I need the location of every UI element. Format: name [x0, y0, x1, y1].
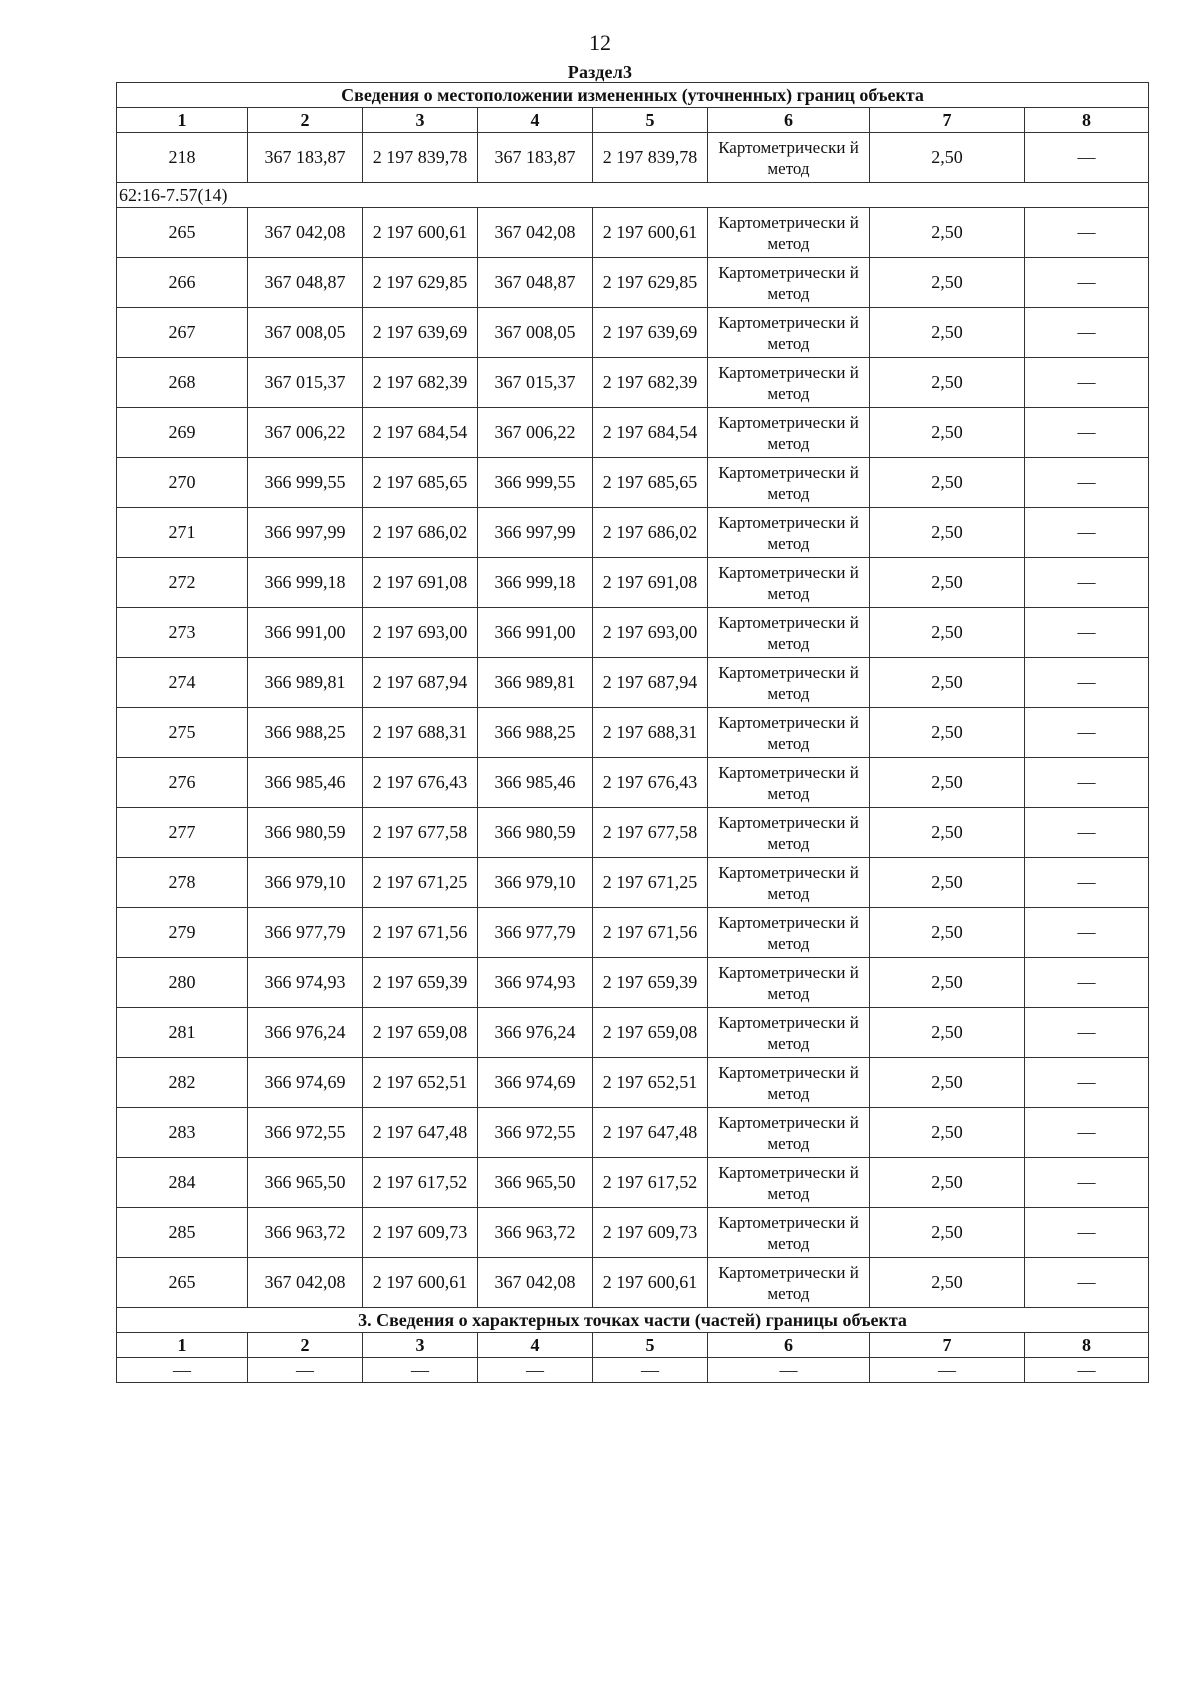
- cell-x-new: 366 989,81: [478, 658, 593, 708]
- cell-description: —: [1025, 208, 1149, 258]
- cell-x-existing: 367 008,05: [248, 308, 363, 358]
- column-number: 7: [870, 1333, 1025, 1358]
- cell-x-existing: 366 979,10: [248, 858, 363, 908]
- cell-y-new: 2 197 688,31: [593, 708, 708, 758]
- cell-accuracy: 2,50: [870, 508, 1025, 558]
- cell-method: Картометрически й метод: [708, 758, 870, 808]
- cell-point-number: 281: [117, 1008, 248, 1058]
- column-number: 6: [708, 1333, 870, 1358]
- cell-y-existing: 2 197 839,78: [363, 133, 478, 183]
- cell-accuracy: 2,50: [870, 1258, 1025, 1308]
- table-row: [117, 858, 1149, 908]
- cell-x-existing: 367 042,08: [248, 208, 363, 258]
- cell-point-number: 278: [117, 858, 248, 908]
- cell-point-number: 265: [117, 1258, 248, 1308]
- table-row: [117, 1108, 1149, 1158]
- cell-y-new: 2 197 687,94: [593, 658, 708, 708]
- table-row: [117, 508, 1149, 558]
- cell-point-number: 277: [117, 808, 248, 858]
- cell-description: —: [1025, 958, 1149, 1008]
- cell-method: Картометрически й метод: [708, 908, 870, 958]
- cell-y-new: 2 197 686,02: [593, 508, 708, 558]
- column-number: 2: [248, 1333, 363, 1358]
- cell-x-existing: 366 977,79: [248, 908, 363, 958]
- cell-method: Картометрически й метод: [708, 858, 870, 908]
- cell-description: —: [1025, 133, 1149, 183]
- cell-y-existing: 2 197 671,56: [363, 908, 478, 958]
- cell-point-number: 273: [117, 608, 248, 658]
- cell-description: —: [1025, 558, 1149, 608]
- cell-x-new: 367 042,08: [478, 1258, 593, 1308]
- cell-y-existing: 2 197 677,58: [363, 808, 478, 858]
- section3-cell: —: [363, 1358, 478, 1383]
- cell-description: —: [1025, 658, 1149, 708]
- table-row: [117, 1158, 1149, 1208]
- cell-y-new: 2 197 652,51: [593, 1058, 708, 1108]
- cell-x-existing: 366 988,25: [248, 708, 363, 758]
- table-row: [117, 608, 1149, 658]
- cell-y-existing: 2 197 600,61: [363, 1258, 478, 1308]
- cell-x-new: 367 006,22: [478, 408, 593, 458]
- column-number: 8: [1025, 108, 1149, 133]
- column-number-row: [117, 108, 1149, 133]
- cell-method: Картометрически й метод: [708, 1208, 870, 1258]
- cell-method: Картометрически й метод: [708, 708, 870, 758]
- cell-accuracy: 2,50: [870, 308, 1025, 358]
- cell-y-existing: 2 197 684,54: [363, 408, 478, 458]
- cell-x-new: 366 974,69: [478, 1058, 593, 1108]
- cell-description: —: [1025, 1158, 1149, 1208]
- table-row: [117, 958, 1149, 1008]
- cell-point-number: 267: [117, 308, 248, 358]
- cell-x-new: 366 980,59: [478, 808, 593, 858]
- cell-method: Картометрически й метод: [708, 1158, 870, 1208]
- cell-accuracy: 2,50: [870, 908, 1025, 958]
- cell-method: Картометрически й метод: [708, 308, 870, 358]
- cell-y-new: 2 197 671,56: [593, 908, 708, 958]
- cell-method: Картометрически й метод: [708, 1258, 870, 1308]
- table-row: [117, 458, 1149, 508]
- cell-y-existing: 2 197 659,39: [363, 958, 478, 1008]
- cell-y-existing: 2 197 676,43: [363, 758, 478, 808]
- cell-description: —: [1025, 1008, 1149, 1058]
- cell-accuracy: 2,50: [870, 958, 1025, 1008]
- cell-y-existing: 2 197 629,85: [363, 258, 478, 308]
- cell-x-new: 366 974,93: [478, 958, 593, 1008]
- table-row: [117, 908, 1149, 958]
- group-row: [117, 183, 1149, 208]
- cell-x-new: 366 985,46: [478, 758, 593, 808]
- cell-y-existing: 2 197 617,52: [363, 1158, 478, 1208]
- cell-y-existing: 2 197 691,08: [363, 558, 478, 608]
- cell-x-existing: 366 974,93: [248, 958, 363, 1008]
- cell-point-number: 285: [117, 1208, 248, 1258]
- cell-method: Картометрически й метод: [708, 558, 870, 608]
- cell-description: —: [1025, 608, 1149, 658]
- cell-y-new: 2 197 685,65: [593, 458, 708, 508]
- cell-x-existing: 366 963,72: [248, 1208, 363, 1258]
- cell-x-existing: 366 997,99: [248, 508, 363, 558]
- parcel-label: 62:16-7.57(14): [117, 183, 1149, 208]
- cell-y-existing: 2 197 693,00: [363, 608, 478, 658]
- cell-x-existing: 366 980,59: [248, 808, 363, 858]
- table-row: [117, 708, 1149, 758]
- column-number: 3: [363, 108, 478, 133]
- cell-method: Картометрически й метод: [708, 508, 870, 558]
- cell-y-new: 2 197 671,25: [593, 858, 708, 908]
- cell-description: —: [1025, 1108, 1149, 1158]
- cell-description: —: [1025, 908, 1149, 958]
- cell-x-existing: 367 048,87: [248, 258, 363, 308]
- table-row: [117, 258, 1149, 308]
- column-number: 5: [593, 108, 708, 133]
- cell-x-existing: 366 972,55: [248, 1108, 363, 1158]
- column-number: 2: [248, 108, 363, 133]
- cell-y-existing: 2 197 687,94: [363, 658, 478, 708]
- cell-y-new: 2 197 682,39: [593, 358, 708, 408]
- cell-method: Картометрически й метод: [708, 1008, 870, 1058]
- cell-point-number: 272: [117, 558, 248, 608]
- table-row: [117, 1008, 1149, 1058]
- cell-description: —: [1025, 1258, 1149, 1308]
- cell-accuracy: 2,50: [870, 1208, 1025, 1258]
- cell-accuracy: 2,50: [870, 358, 1025, 408]
- cell-method: Картометрически й метод: [708, 133, 870, 183]
- cell-y-new: 2 197 647,48: [593, 1108, 708, 1158]
- table-row: [117, 1258, 1149, 1308]
- cell-point-number: 218: [117, 133, 248, 183]
- section3-caption-row: [117, 1308, 1149, 1333]
- cell-accuracy: 2,50: [870, 133, 1025, 183]
- cell-x-new: 366 991,00: [478, 608, 593, 658]
- cell-x-existing: 366 985,46: [248, 758, 363, 808]
- cell-point-number: 274: [117, 658, 248, 708]
- table-caption-row: [117, 83, 1149, 108]
- cell-x-existing: 367 042,08: [248, 1258, 363, 1308]
- column-number: 1: [117, 1333, 248, 1358]
- table-row: [117, 558, 1149, 608]
- cell-x-existing: 367 183,87: [248, 133, 363, 183]
- cell-description: —: [1025, 708, 1149, 758]
- cell-accuracy: 2,50: [870, 458, 1025, 508]
- section3-cell: —: [708, 1358, 870, 1383]
- cell-y-existing: 2 197 639,69: [363, 308, 478, 358]
- table-row: [117, 1058, 1149, 1108]
- cell-description: —: [1025, 408, 1149, 458]
- cell-description: —: [1025, 1058, 1149, 1108]
- cell-x-new: 366 972,55: [478, 1108, 593, 1158]
- cell-y-existing: 2 197 686,02: [363, 508, 478, 558]
- cell-method: Картометрически й метод: [708, 1108, 870, 1158]
- cell-accuracy: 2,50: [870, 408, 1025, 458]
- cell-x-existing: 366 999,18: [248, 558, 363, 608]
- table-row: [117, 208, 1149, 258]
- section3-cell: —: [117, 1358, 248, 1383]
- column-number: 3: [363, 1333, 478, 1358]
- cell-point-number: 279: [117, 908, 248, 958]
- cell-point-number: 266: [117, 258, 248, 308]
- cell-y-new: 2 197 629,85: [593, 258, 708, 308]
- column-number: 5: [593, 1333, 708, 1358]
- cell-y-existing: 2 197 688,31: [363, 708, 478, 758]
- cell-point-number: 265: [117, 208, 248, 258]
- cell-y-existing: 2 197 659,08: [363, 1008, 478, 1058]
- cell-y-existing: 2 197 685,65: [363, 458, 478, 508]
- cell-method: Картометрически й метод: [708, 658, 870, 708]
- cell-method: Картометрически й метод: [708, 608, 870, 658]
- cell-y-new: 2 197 639,69: [593, 308, 708, 358]
- column-number: 1: [117, 108, 248, 133]
- cell-method: Картометрически й метод: [708, 808, 870, 858]
- cell-description: —: [1025, 1208, 1149, 1258]
- cell-accuracy: 2,50: [870, 1158, 1025, 1208]
- section3-cell: —: [870, 1358, 1025, 1383]
- table-row: [117, 1208, 1149, 1258]
- section3-cell: —: [248, 1358, 363, 1383]
- cell-x-existing: 366 999,55: [248, 458, 363, 508]
- cell-y-new: 2 197 693,00: [593, 608, 708, 658]
- cell-x-new: 366 977,79: [478, 908, 593, 958]
- cell-y-new: 2 197 609,73: [593, 1208, 708, 1258]
- cell-point-number: 276: [117, 758, 248, 808]
- cell-accuracy: 2,50: [870, 708, 1025, 758]
- cell-point-number: 275: [117, 708, 248, 758]
- table-row: [117, 758, 1149, 808]
- cell-description: —: [1025, 458, 1149, 508]
- cell-description: —: [1025, 758, 1149, 808]
- cell-accuracy: 2,50: [870, 858, 1025, 908]
- cell-y-existing: 2 197 600,61: [363, 208, 478, 258]
- cell-description: —: [1025, 858, 1149, 908]
- cell-point-number: 282: [117, 1058, 248, 1108]
- cell-accuracy: 2,50: [870, 608, 1025, 658]
- column-number: 7: [870, 108, 1025, 133]
- cell-x-existing: 366 989,81: [248, 658, 363, 708]
- boundary-table: [116, 82, 1149, 1383]
- cell-x-new: 366 976,24: [478, 1008, 593, 1058]
- cell-y-new: 2 197 659,39: [593, 958, 708, 1008]
- cell-y-new: 2 197 684,54: [593, 408, 708, 458]
- cell-y-existing: 2 197 682,39: [363, 358, 478, 408]
- table-row: [117, 133, 1149, 183]
- column-number: 6: [708, 108, 870, 133]
- cell-y-existing: 2 197 652,51: [363, 1058, 478, 1108]
- cell-method: Картометрически й метод: [708, 258, 870, 308]
- cell-y-existing: 2 197 671,25: [363, 858, 478, 908]
- cell-y-existing: 2 197 647,48: [363, 1108, 478, 1158]
- cell-method: Картометрически й метод: [708, 1058, 870, 1108]
- cell-method: Картометрически й метод: [708, 208, 870, 258]
- cell-point-number: 269: [117, 408, 248, 458]
- cell-accuracy: 2,50: [870, 208, 1025, 258]
- cell-x-new: 366 997,99: [478, 508, 593, 558]
- cell-point-number: 284: [117, 1158, 248, 1208]
- table-row: [117, 658, 1149, 708]
- section3-caption: 3. Сведения о характерных точках части (частей) границы объекта: [117, 1308, 1149, 1333]
- cell-accuracy: 2,50: [870, 808, 1025, 858]
- cell-accuracy: 2,50: [870, 658, 1025, 708]
- cell-y-existing: 2 197 609,73: [363, 1208, 478, 1258]
- cell-x-new: 366 988,25: [478, 708, 593, 758]
- cell-point-number: 280: [117, 958, 248, 1008]
- cell-point-number: 271: [117, 508, 248, 558]
- cell-x-new: 366 999,18: [478, 558, 593, 608]
- cell-x-new: 367 015,37: [478, 358, 593, 408]
- cell-x-new: 366 979,10: [478, 858, 593, 908]
- column-number: 8: [1025, 1333, 1149, 1358]
- cell-x-new: 367 008,05: [478, 308, 593, 358]
- section-title: Раздел3: [567, 62, 633, 82]
- cell-description: —: [1025, 358, 1149, 408]
- cell-method: Картометрически й метод: [708, 958, 870, 1008]
- cell-accuracy: 2,50: [870, 258, 1025, 308]
- cell-y-new: 2 197 600,61: [593, 1258, 708, 1308]
- cell-description: —: [1025, 808, 1149, 858]
- cell-y-new: 2 197 600,61: [593, 208, 708, 258]
- table-row: [117, 808, 1149, 858]
- cell-description: —: [1025, 258, 1149, 308]
- cell-y-new: 2 197 676,43: [593, 758, 708, 808]
- cell-method: Картометрически й метод: [708, 358, 870, 408]
- section3-row: [117, 1358, 1149, 1383]
- column-number: 4: [478, 108, 593, 133]
- cell-y-new: 2 197 659,08: [593, 1008, 708, 1058]
- column-number: 4: [478, 1333, 593, 1358]
- cell-x-new: 367 048,87: [478, 258, 593, 308]
- cell-method: Картометрически й метод: [708, 458, 870, 508]
- section3-cell: —: [1025, 1358, 1149, 1383]
- cell-accuracy: 2,50: [870, 758, 1025, 808]
- table-row: [117, 308, 1149, 358]
- cell-x-existing: 367 015,37: [248, 358, 363, 408]
- cell-y-new: 2 197 677,58: [593, 808, 708, 858]
- cell-description: —: [1025, 508, 1149, 558]
- cell-x-new: 367 183,87: [478, 133, 593, 183]
- cell-point-number: 283: [117, 1108, 248, 1158]
- cell-x-existing: 366 974,69: [248, 1058, 363, 1108]
- cell-x-existing: 366 976,24: [248, 1008, 363, 1058]
- cell-description: —: [1025, 308, 1149, 358]
- cell-x-new: 366 965,50: [478, 1158, 593, 1208]
- section3-column-number-row: [117, 1333, 1149, 1358]
- table-caption: Сведения о местоположении измененных (уточненных) границ объекта: [117, 83, 1149, 108]
- cell-x-existing: 367 006,22: [248, 408, 363, 458]
- cell-point-number: 270: [117, 458, 248, 508]
- cell-y-new: 2 197 691,08: [593, 558, 708, 608]
- cell-accuracy: 2,50: [870, 1058, 1025, 1108]
- cell-x-existing: 366 991,00: [248, 608, 363, 658]
- cell-point-number: 268: [117, 358, 248, 408]
- cell-x-existing: 366 965,50: [248, 1158, 363, 1208]
- cell-accuracy: 2,50: [870, 558, 1025, 608]
- table-row: [117, 358, 1149, 408]
- section3-cell: —: [593, 1358, 708, 1383]
- cell-x-new: 366 963,72: [478, 1208, 593, 1258]
- cell-accuracy: 2,50: [870, 1108, 1025, 1158]
- section3-cell: —: [478, 1358, 593, 1383]
- table-row: [117, 408, 1149, 458]
- cell-y-new: 2 197 839,78: [593, 133, 708, 183]
- cell-x-new: 367 042,08: [478, 208, 593, 258]
- cell-method: Картометрически й метод: [708, 408, 870, 458]
- cell-y-new: 2 197 617,52: [593, 1158, 708, 1208]
- cell-accuracy: 2,50: [870, 1008, 1025, 1058]
- cell-x-new: 366 999,55: [478, 458, 593, 508]
- page-number: 12: [589, 30, 611, 55]
